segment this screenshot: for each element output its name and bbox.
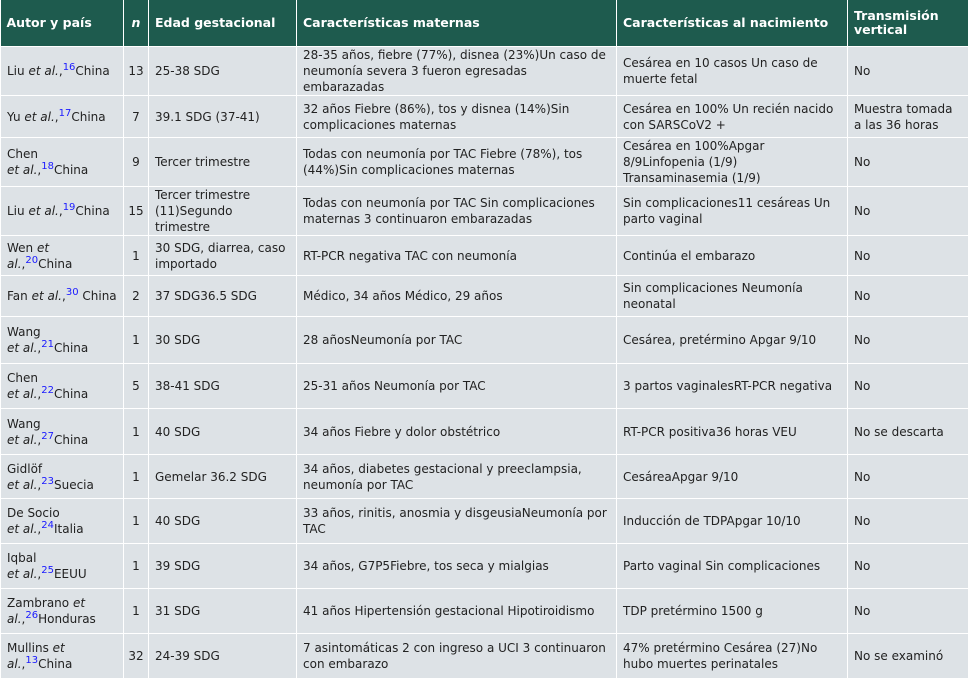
author-comma: ,: [62, 289, 66, 303]
et-al: et al.: [32, 289, 62, 303]
cell-author-country: [1, 138, 124, 187]
cell-author-country: [1, 96, 124, 138]
cell-vertical-transmission: No se descarta: [848, 409, 968, 455]
country: Honduras: [38, 612, 96, 626]
cell-vertical-transmission: No: [848, 499, 968, 544]
country: Italia: [54, 522, 84, 536]
cell-vertical-transmission: No: [848, 187, 968, 236]
cell-vertical-transmission: No: [848, 276, 968, 317]
table-row: [1, 499, 968, 544]
cell-author-country: [1, 187, 124, 236]
country: China: [79, 289, 117, 303]
cell-n: 7: [124, 96, 149, 138]
et-al: et al.: [7, 433, 37, 447]
reference-link[interactable]: 20: [25, 255, 38, 266]
cell-maternal: RT-PCR negativa TAC con neumonía: [297, 236, 617, 276]
cell-maternal: 34 años, G7P5Fiebre, tos seca y mialgias: [297, 544, 617, 589]
header-gestational-age: Edad gestacional: [149, 0, 297, 47]
cell-gestational-age: Tercer trimestre: [149, 138, 297, 187]
author-comma: ,: [37, 478, 41, 492]
table-row: [1, 634, 968, 679]
reference-link[interactable]: 17: [59, 108, 72, 119]
table-row: [1, 187, 968, 236]
cell-vertical-transmission: No: [848, 364, 968, 409]
author-comma: ,: [22, 657, 26, 671]
reference-link[interactable]: 23: [41, 476, 54, 487]
cell-n: 1: [124, 589, 149, 634]
country: EEUU: [54, 567, 87, 581]
author-comma: ,: [22, 612, 26, 626]
cell-gestational-age: 24-39 SDG: [149, 634, 297, 679]
cell-author-country: [1, 276, 124, 317]
cell-author-country: [1, 499, 124, 544]
author-comma: ,: [59, 204, 63, 218]
reference-link[interactable]: 30: [66, 287, 79, 298]
cell-birth: TDP pretérmino 1500 g: [617, 589, 848, 634]
table-row: [1, 409, 968, 455]
et-al: et al.: [7, 641, 65, 671]
reference-link[interactable]: 18: [41, 161, 54, 172]
et-al: et al.: [7, 478, 37, 492]
cell-vertical-transmission: No se examinó: [848, 634, 968, 679]
reference-link[interactable]: 26: [25, 610, 38, 621]
et-al: et al.: [7, 596, 85, 626]
et-al: et al.: [7, 387, 37, 401]
reference-link[interactable]: 21: [41, 339, 54, 350]
table-row: [1, 47, 968, 96]
cell-n: 1: [124, 236, 149, 276]
country: China: [54, 433, 88, 447]
et-al: et al.: [28, 64, 58, 78]
cell-birth: RT-PCR positiva36 horas VEU: [617, 409, 848, 455]
country: China: [38, 257, 72, 271]
cell-vertical-transmission: No: [848, 317, 968, 364]
cell-birth: Cesárea en 100%Apgar 8/9Linfopenia (1/9) Transaminasemia (1/9): [617, 138, 848, 187]
table-row: [1, 589, 968, 634]
cell-gestational-age: Gemelar 36.2 SDG: [149, 455, 297, 499]
et-al: et al.: [7, 522, 37, 536]
author-name: Iqbal: [7, 551, 36, 565]
cell-gestational-age: 39 SDG: [149, 544, 297, 589]
header-n: n: [124, 0, 149, 47]
table-row: [1, 317, 968, 364]
author-comma: ,: [22, 257, 26, 271]
cell-maternal: 32 años Fiebre (86%), tos y disnea (14%)Sin complicaciones maternas: [297, 96, 617, 138]
cell-gestational-age: 40 SDG: [149, 499, 297, 544]
author-name: Chen: [7, 371, 38, 385]
author-comma: ,: [37, 433, 41, 447]
cell-gestational-age: Tercer trimestre (11)Segundo trimestre: [149, 187, 297, 236]
table-body: [1, 47, 968, 679]
cell-author-country: [1, 47, 124, 96]
cell-maternal: Todas con neumonía por TAC Fiebre (78%), tos (44%)Sin complicaciones maternas: [297, 138, 617, 187]
cell-n: 5: [124, 364, 149, 409]
cell-gestational-age: 39.1 SDG (37-41): [149, 96, 297, 138]
cell-birth: 47% pretérmino Cesárea (27)No hubo muertes perinatales: [617, 634, 848, 679]
author-name: De Socio: [7, 506, 60, 520]
cell-author-country: [1, 236, 124, 276]
cell-author-country: [1, 455, 124, 499]
cell-maternal: 7 asintomáticas 2 con ingreso a UCI 3 continuaron con embarazo: [297, 634, 617, 679]
cell-gestational-age: 25-38 SDG: [149, 47, 297, 96]
cell-gestational-age: 40 SDG: [149, 409, 297, 455]
cell-n: 9: [124, 138, 149, 187]
author-comma: ,: [37, 341, 41, 355]
country: China: [38, 657, 72, 671]
header-maternal: Características maternas: [297, 0, 617, 47]
cell-author-country: [1, 317, 124, 364]
author-name: Gidlöf: [7, 462, 42, 476]
cell-maternal: Todas con neumonía por TAC Sin complicaciones maternas 3 continuaron embarazadas: [297, 187, 617, 236]
author-comma: ,: [55, 110, 59, 124]
country: China: [54, 341, 88, 355]
cell-vertical-transmission: No: [848, 589, 968, 634]
author-name: Mullins: [7, 641, 49, 655]
header-vertical-transmission: Transmisión vertical: [848, 0, 968, 47]
country: Suecia: [54, 478, 94, 492]
author-name: Chen: [7, 147, 38, 161]
cell-gestational-age: 30 SDG: [149, 317, 297, 364]
cell-n: 1: [124, 544, 149, 589]
cell-maternal: 28-35 años, fiebre (77%), disnea (23%)Un caso de neumonía severa 3 fueron egresadas embarazadas: [297, 47, 617, 96]
cell-maternal: 41 años Hipertensión gestacional Hipotiroidismo: [297, 589, 617, 634]
author-name: Fan: [7, 289, 28, 303]
cell-gestational-age: 30 SDG, diarrea, caso importado: [149, 236, 297, 276]
cell-maternal: Médico, 34 años Médico, 29 años: [297, 276, 617, 317]
cell-author-country: [1, 589, 124, 634]
cell-author-country: [1, 634, 124, 679]
reference-link[interactable]: 25: [41, 565, 54, 576]
author-comma: ,: [37, 567, 41, 581]
cell-n: 1: [124, 455, 149, 499]
author-name: Wang: [7, 417, 41, 431]
reference-link[interactable]: 13: [25, 655, 38, 666]
et-al: et al.: [7, 341, 37, 355]
author-name: Wang: [7, 325, 41, 339]
cell-n: 32: [124, 634, 149, 679]
country: China: [54, 163, 88, 177]
cell-n: 15: [124, 187, 149, 236]
cell-vertical-transmission: No: [848, 236, 968, 276]
cell-gestational-age: 37 SDG36.5 SDG: [149, 276, 297, 317]
et-al: et al.: [28, 204, 58, 218]
cell-birth: Continúa el embarazo: [617, 236, 848, 276]
reference-link[interactable]: 24: [41, 520, 54, 531]
reference-link[interactable]: 22: [41, 385, 54, 396]
table-row: [1, 96, 968, 138]
cell-gestational-age: 31 SDG: [149, 589, 297, 634]
table-row: [1, 455, 968, 499]
table-row: [1, 544, 968, 589]
author-name: Zambrano: [7, 596, 69, 610]
cell-maternal: 25-31 años Neumonía por TAC: [297, 364, 617, 409]
cell-maternal: 34 años, diabetes gestacional y preeclampsia, neumonía por TAC: [297, 455, 617, 499]
header-author-country: Autor y país: [1, 0, 124, 47]
cell-maternal: 34 años Fiebre y dolor obstétrico: [297, 409, 617, 455]
cell-author-country: [1, 364, 124, 409]
cell-birth: Cesárea en 10 casos Un caso de muerte fetal: [617, 47, 848, 96]
country: China: [54, 387, 88, 401]
author-comma: ,: [37, 163, 41, 177]
header-birth: Características al nacimiento: [617, 0, 848, 47]
author-name: Liu: [7, 64, 25, 78]
et-al: et al.: [24, 110, 54, 124]
cell-birth: Parto vaginal Sin complicaciones: [617, 544, 848, 589]
cell-vertical-transmission: No: [848, 544, 968, 589]
cell-n: 1: [124, 409, 149, 455]
cell-maternal: 33 años, rinitis, anosmia y disgeusiaNeumonía por TAC: [297, 499, 617, 544]
author-name: Yu: [7, 110, 21, 124]
author-comma: ,: [37, 522, 41, 536]
cell-n: 1: [124, 499, 149, 544]
cell-maternal: 28 añosNeumonía por TAC: [297, 317, 617, 364]
cell-n: 2: [124, 276, 149, 317]
et-al: et al.: [7, 163, 37, 177]
et-al: et al.: [7, 567, 37, 581]
cell-author-country: [1, 544, 124, 589]
cell-n: 1: [124, 317, 149, 364]
et-al: et al.: [7, 241, 49, 271]
table-row: [1, 236, 968, 276]
cell-vertical-transmission: No: [848, 47, 968, 96]
cell-birth: Cesárea en 100% Un recién nacido con SARSCoV2 +: [617, 96, 848, 138]
cell-vertical-transmission: No: [848, 138, 968, 187]
cell-birth: CesáreaApgar 9/10: [617, 455, 848, 499]
cell-vertical-transmission: No: [848, 455, 968, 499]
author-name: Liu: [7, 204, 25, 218]
country: China: [75, 64, 109, 78]
table-row: [1, 276, 968, 317]
cell-birth: Inducción de TDPApgar 10/10: [617, 499, 848, 544]
reference-link[interactable]: 19: [63, 202, 76, 213]
country: China: [75, 204, 109, 218]
cell-author-country: [1, 409, 124, 455]
cell-vertical-transmission: Muestra tomada a las 36 horas: [848, 96, 968, 138]
table-row: [1, 138, 968, 187]
author-comma: ,: [59, 64, 63, 78]
country: China: [71, 110, 105, 124]
author-name: Wen: [7, 241, 33, 255]
reference-link[interactable]: 16: [63, 62, 76, 73]
cell-birth: Cesárea, pretérmino Apgar 9/10: [617, 317, 848, 364]
cell-birth: Sin complicaciones11 cesáreas Un parto vaginal: [617, 187, 848, 236]
cell-gestational-age: 38-41 SDG: [149, 364, 297, 409]
cell-n: 13: [124, 47, 149, 96]
author-comma: ,: [37, 387, 41, 401]
cell-birth: 3 partos vaginalesRT-PCR negativa: [617, 364, 848, 409]
header-row: [1, 0, 968, 47]
table-row: [1, 364, 968, 409]
cell-birth: Sin complicaciones Neumonía neonatal: [617, 276, 848, 317]
reference-link[interactable]: 27: [41, 431, 54, 442]
